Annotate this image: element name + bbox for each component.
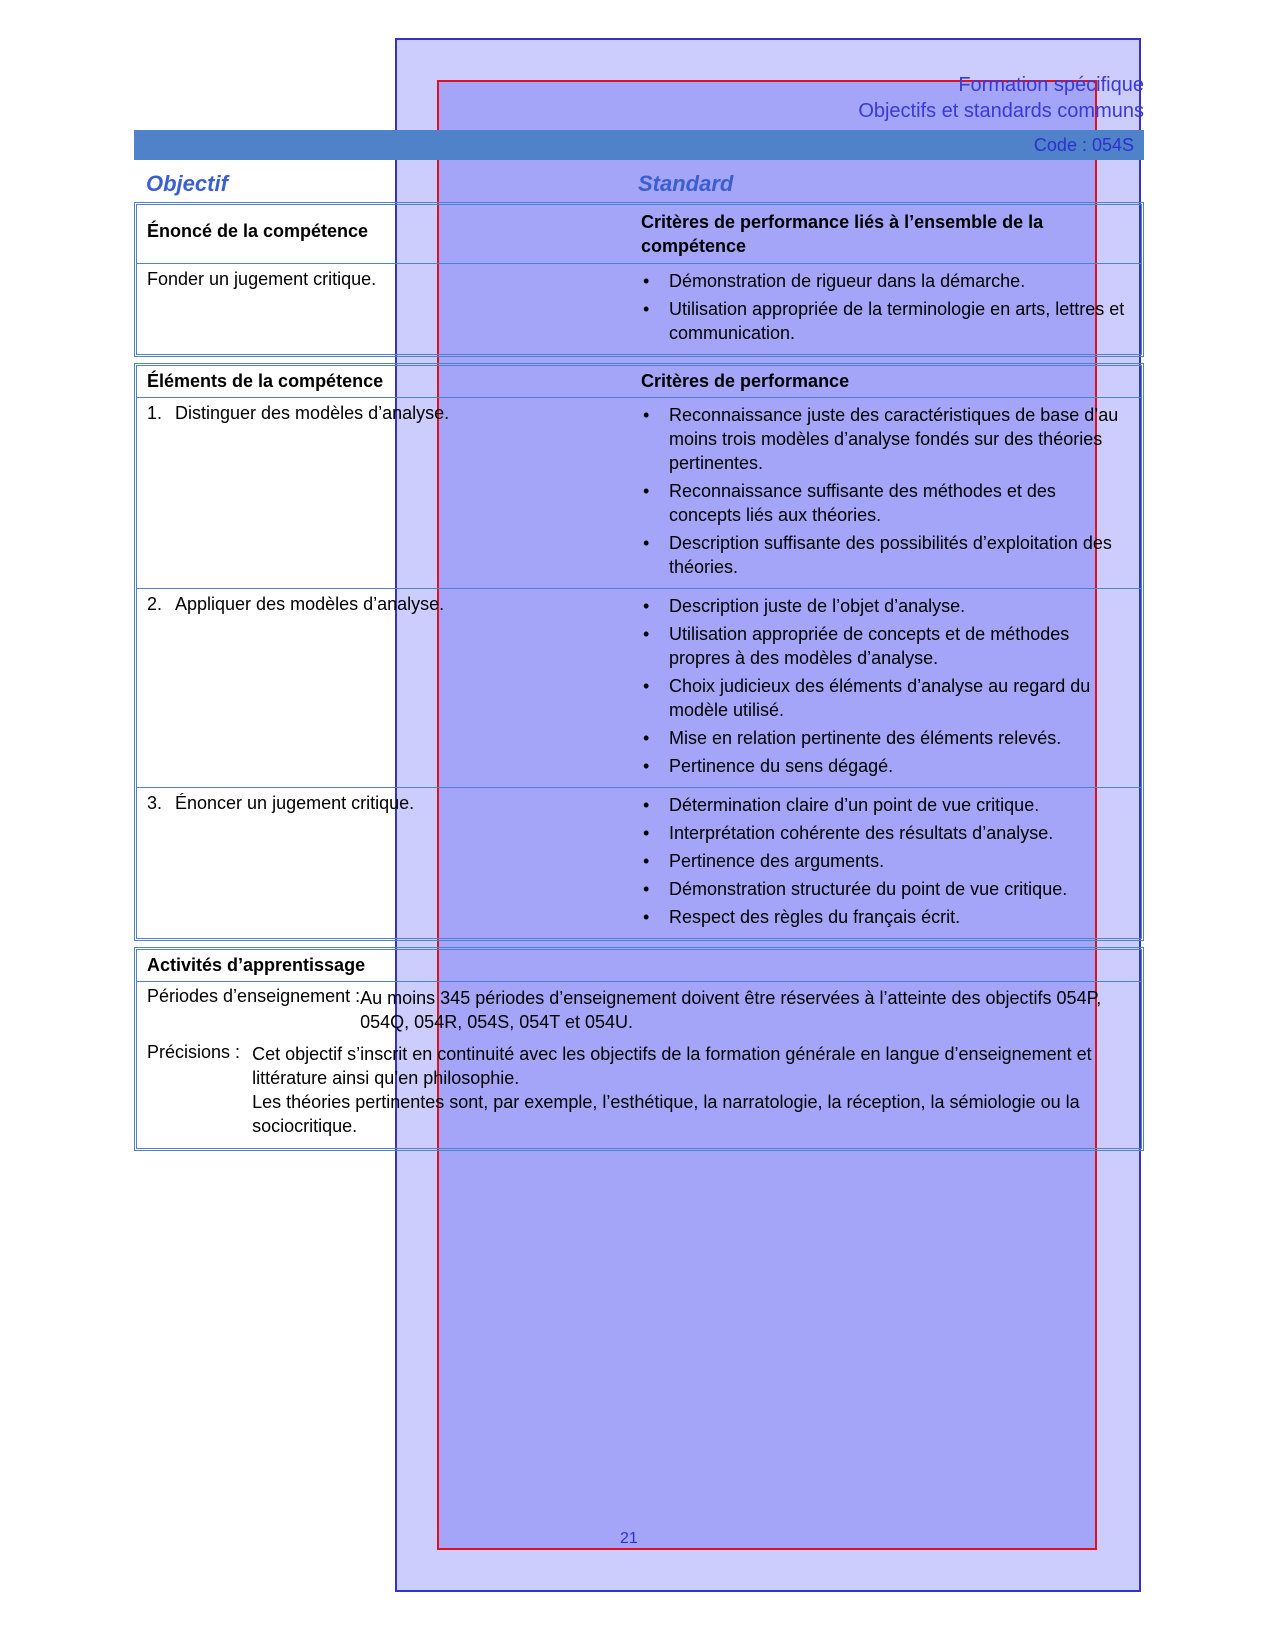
periodes-text: Au moins 345 périodes d’enseignement doivent être réservées à l’atteinte des objectifs 054P, 054Q, 054R, 054S, 054T et 054U. (360, 988, 1102, 1032)
elements-criteria-label: Critères de performance (641, 371, 850, 391)
element-number: 2. (147, 594, 163, 614)
element-number: 3. (147, 793, 163, 813)
table-row (137, 366, 1141, 397)
document-content (134, 72, 1144, 1151)
precisions-label: Précisions : (147, 1042, 241, 1062)
precisions-text: Cet objectif s’inscrit en continuité avec les objectifs de la formation générale en langue d’enseignement et littérature ainsi qu’en philosophie. (252, 1044, 1092, 1088)
activites-section (134, 947, 1144, 1151)
table-row (137, 950, 1141, 981)
list-item: • Reconnaissance juste des caractéristiques de base d’au moins trois modèles d’analyse fondés sur des théories pertinentes. (641, 403, 1131, 475)
table-row (137, 588, 1141, 787)
list-item: • Description juste de l’objet d’analyse. (641, 594, 1131, 618)
list-item: • Choix judicieux des éléments d’analyse au regard du modèle utilisé. (641, 674, 1131, 722)
list-item: • Respect des règles du français écrit. (641, 905, 1131, 929)
document-header (134, 72, 1144, 124)
elements-section (134, 363, 1144, 941)
periodes-row (137, 982, 1141, 1038)
criteria-list (641, 403, 1131, 579)
element-text: Appliquer des modèles d’analyse. (175, 594, 445, 614)
list-item: • Interprétation cohérente des résultats d’analyse. (641, 821, 1131, 845)
table-row (137, 205, 1141, 263)
table-row (137, 397, 1141, 588)
header-program: Formation spécifique (958, 74, 1144, 96)
element-text: Distinguer des modèles d’analyse. (175, 403, 450, 423)
list-item: • Démonstration structurée du point de vue critique. (641, 877, 1131, 901)
list-item: • Démonstration de rigueur dans la démarche. (641, 269, 1131, 293)
table-row (137, 263, 1141, 354)
list-item: • Description suffisante des possibilités d’exploitation des théories. (641, 531, 1131, 579)
table-row (137, 787, 1141, 938)
list-item: • Détermination claire d’un point de vue critique. (641, 793, 1131, 817)
precisions-text: Les théories pertinentes sont, par exemple, l’esthétique, la narratologie, la réception, la sémiologie ou la sociocritique. (252, 1092, 1080, 1136)
activites-body (137, 981, 1141, 1148)
periodes-label: Périodes d’enseignement : (147, 986, 361, 1006)
element-text: Énoncer un jugement critique. (175, 793, 415, 813)
criteria-list (641, 793, 1131, 929)
standard-heading: Standard (638, 171, 734, 196)
enonce-label: Énoncé de la compétence (147, 221, 369, 241)
objectif-heading: Objectif (146, 171, 228, 196)
precisions-row (137, 1038, 1141, 1142)
list-item: • Reconnaissance suffisante des méthodes et des concepts liés aux théories. (641, 479, 1131, 527)
list-item: • Pertinence du sens dégagé. (641, 754, 1131, 778)
header-subtitle: Objectifs et standards communs (858, 100, 1144, 122)
elements-label: Éléments de la compétence (147, 371, 384, 391)
page-number: 21 (620, 1530, 638, 1547)
course-code: Code : 054S (1033, 135, 1134, 155)
enonce-text: Fonder un jugement critique. (147, 269, 377, 289)
list-item: • Utilisation appropriée de concepts et de méthodes propres à des modèles d’analyse. (641, 622, 1131, 670)
list-item: • Pertinence des arguments. (641, 849, 1131, 873)
criteria-list (641, 594, 1131, 778)
list-item: • Utilisation appropriée de la terminologie en arts, lettres et communication. (641, 297, 1131, 345)
enonce-criteria-list (641, 269, 1131, 345)
list-item: • Mise en relation pertinente des éléments relevés. (641, 726, 1131, 750)
header-band (134, 130, 1144, 160)
activites-label: Activités d’apprentissage (147, 955, 366, 975)
enonce-section (134, 202, 1144, 357)
element-number: 1. (147, 403, 163, 423)
column-headings (134, 166, 1144, 196)
enonce-criteria-label: Critères de performance liés à l’ensemble de la compétence (641, 212, 1044, 256)
